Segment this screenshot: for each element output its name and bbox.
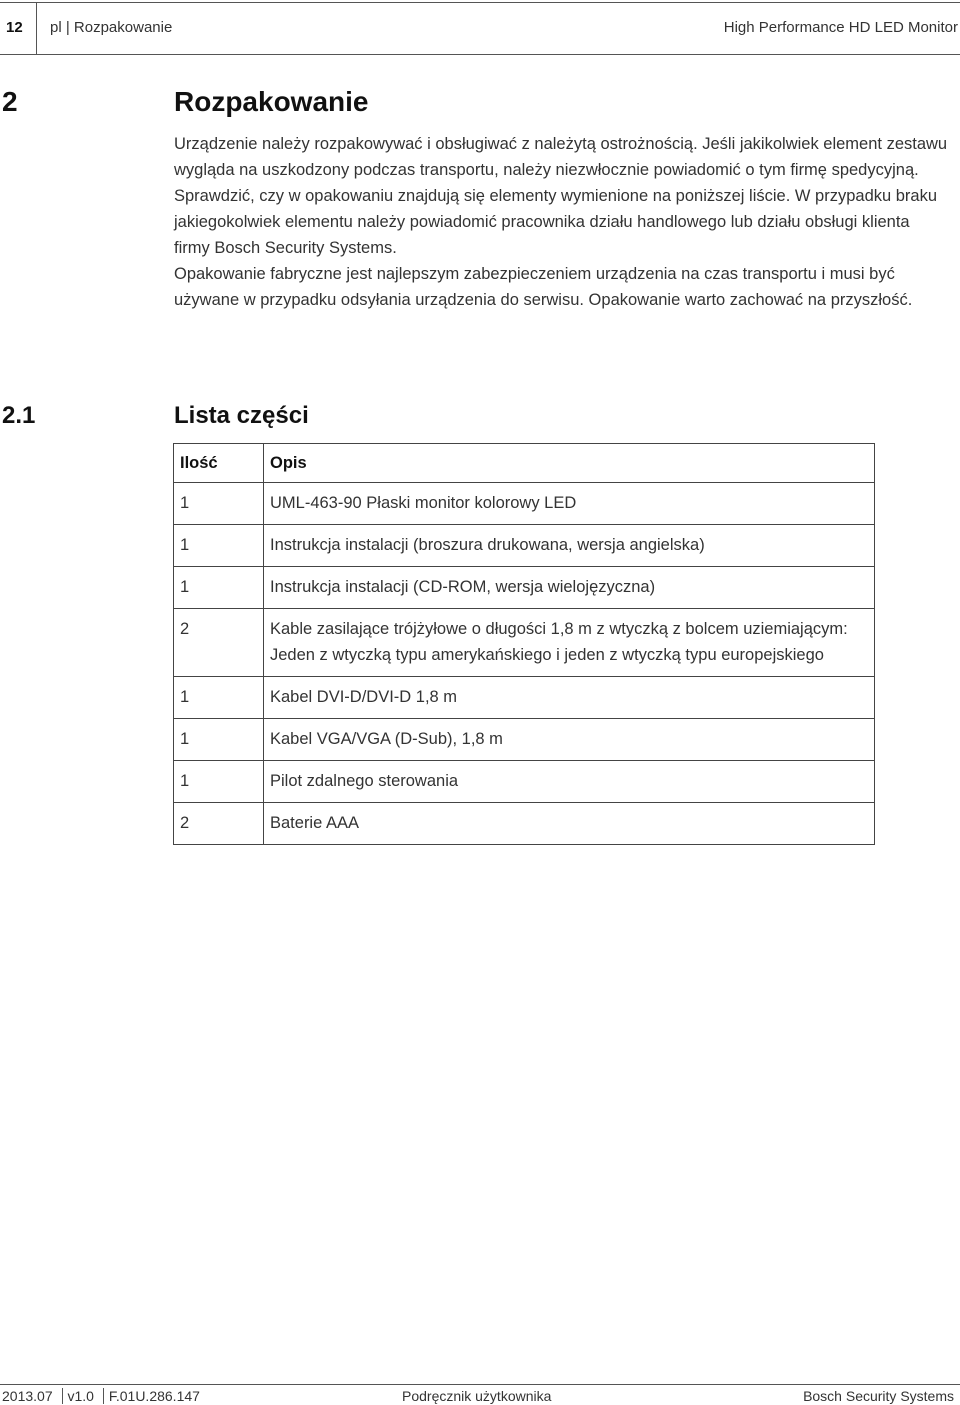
cell-desc: UML-463-90 Płaski monitor kolorowy LED bbox=[264, 483, 875, 525]
cell-qty: 1 bbox=[174, 677, 264, 719]
document-title: High Performance HD LED Monitor bbox=[723, 19, 958, 36]
cell-desc: Kabel VGA/VGA (D-Sub), 1,8 m bbox=[264, 719, 875, 761]
table-row bbox=[174, 761, 875, 803]
footer-manual-title: Podręcznik użytkownika bbox=[402, 1388, 552, 1404]
table-row bbox=[174, 483, 875, 525]
cell-desc: Pilot zdalnego sterowania bbox=[264, 761, 875, 803]
table-row bbox=[174, 677, 875, 719]
cell-desc: Instrukcja instalacji (CD-ROM, wersja wielojęzyczna) bbox=[264, 567, 875, 609]
cell-desc: Instrukcja instalacji (broszura drukowana, wersja angielska) bbox=[264, 525, 875, 567]
table-row bbox=[174, 719, 875, 761]
paragraph-2: Sprawdzić, czy w opakowaniu znajdują się elementy wymienione na poniższej liście. W przypadku braku jakiegokolwiek elementu należy powiadomić pracownika działu handlowego lub działu obsługi klienta firmy Bosch Security Systems. bbox=[174, 187, 938, 257]
parts-table bbox=[173, 443, 875, 845]
column-header-desc: Opis bbox=[264, 444, 875, 483]
footer-doc-code: F.01U.286.147 bbox=[108, 1388, 200, 1404]
footer-doc-info bbox=[2, 1388, 200, 1404]
footer-rule bbox=[0, 1384, 960, 1385]
cell-qty: 1 bbox=[174, 525, 264, 567]
cell-desc: Kabel DVI-D/DVI-D 1,8 m bbox=[264, 677, 875, 719]
paragraph-1: Urządzenie należy rozpakowywać i obsługiwać z należytą ostrożnością. Jeśli jakikolwiek element zestawu wygląda na uszkodzony podczas transportu, należy niezwłocznie powiadomić o tym firmę spedycyjną. bbox=[174, 135, 948, 179]
footer-company: Bosch Security Systems bbox=[803, 1388, 954, 1404]
footer-version: v1.0 bbox=[67, 1388, 94, 1404]
footer-separator bbox=[62, 1388, 63, 1404]
section-body bbox=[174, 131, 949, 313]
table-header-row bbox=[174, 444, 875, 483]
cell-qty: 1 bbox=[174, 719, 264, 761]
cell-desc: Kable zasilające trójżyłowe o długości 1,8 m z wtyczką z bolcem uziemiającym: Jeden z wtyczką typu amerykańskiego i jeden z wtyczką typu europejskiego bbox=[264, 609, 875, 677]
cell-qty: 2 bbox=[174, 609, 264, 677]
cell-qty: 1 bbox=[174, 761, 264, 803]
subsection-number: 2.1 bbox=[2, 402, 36, 429]
cell-qty: 1 bbox=[174, 567, 264, 609]
page-number: 12 bbox=[6, 19, 23, 36]
footer-separator bbox=[103, 1388, 104, 1404]
cell-desc: Baterie AAA bbox=[264, 803, 875, 845]
footer-date: 2013.07 bbox=[2, 1388, 53, 1404]
breadcrumb: pl | Rozpakowanie bbox=[50, 19, 173, 36]
table-row bbox=[174, 803, 875, 845]
header-top-rule bbox=[0, 2, 960, 3]
section-title: Rozpakowanie bbox=[174, 86, 369, 117]
section-number: 2 bbox=[2, 86, 18, 117]
header-bottom-rule bbox=[0, 54, 960, 55]
table-row bbox=[174, 609, 875, 677]
page-header bbox=[0, 0, 960, 56]
table-row bbox=[174, 525, 875, 567]
header-separator bbox=[36, 2, 37, 54]
subsection-title: Lista części bbox=[174, 402, 309, 429]
cell-qty: 1 bbox=[174, 483, 264, 525]
cell-qty: 2 bbox=[174, 803, 264, 845]
paragraph-3: Opakowanie fabryczne jest najlepszym zabezpieczeniem urządzenia na czas transportu i musi być używane w przypadku odsyłania urządzenia do serwisu. Opakowanie warto zachować na przyszłość. bbox=[174, 265, 913, 309]
column-header-qty: Ilość bbox=[174, 444, 264, 483]
table-row bbox=[174, 567, 875, 609]
